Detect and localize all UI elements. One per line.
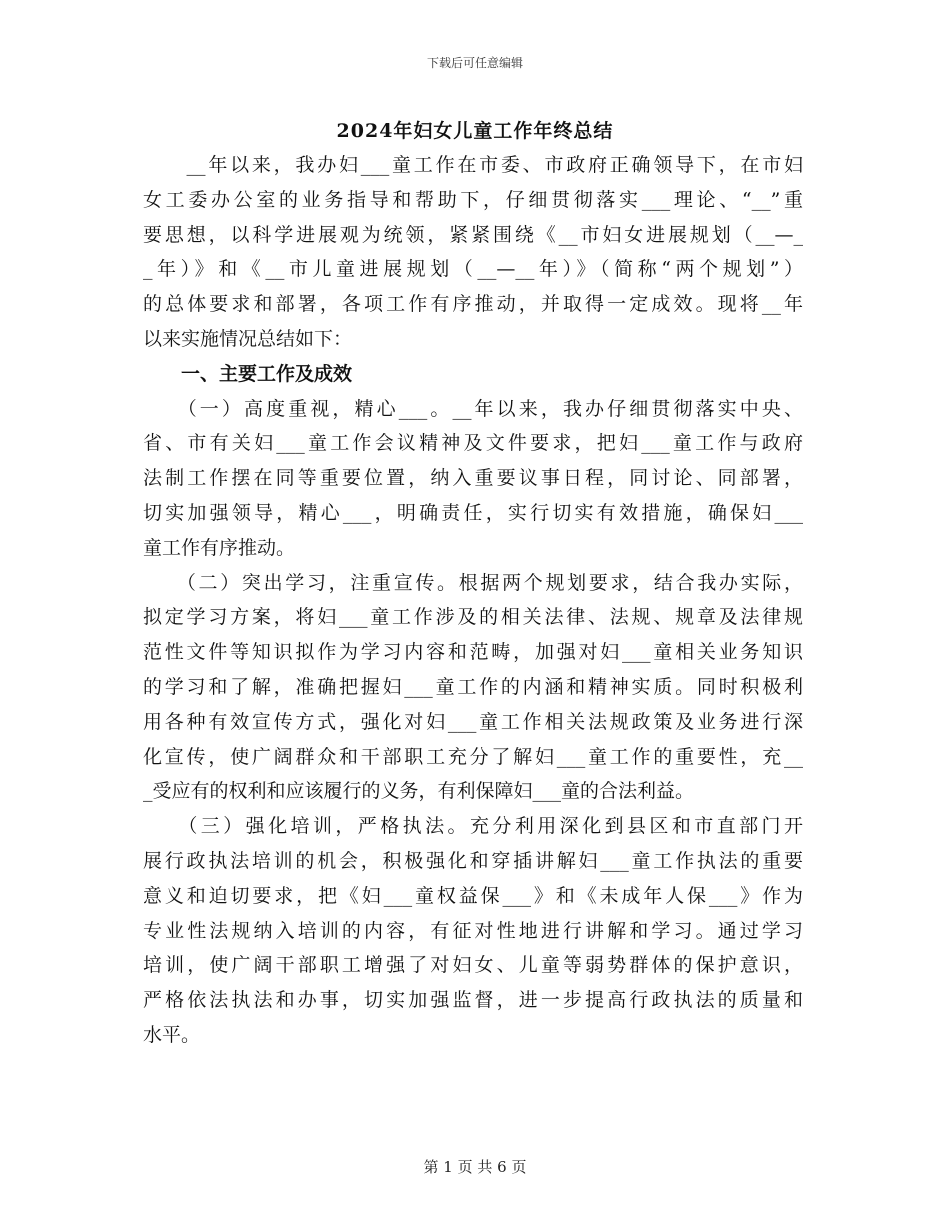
text-line: 展行政执法培训的机会，积极强化和穿插讲解妇___童工作执法的重要 — [143, 849, 803, 872]
text-line: 切实加强领导，精心___，明确责任，实行切实有效措施，确保妇___ — [143, 501, 803, 524]
text-line: 用各种有效宣传方式，强化对妇___童工作相关法规政策及业务进行深 — [143, 710, 803, 733]
text-line: 法制工作摆在同等重要位置，纳入重要议事日程，同讨论、同部署， — [143, 467, 803, 490]
section-heading: 一、主要工作及成效 — [143, 362, 353, 385]
text-line: __年以来，我办妇___童工作在市委、市政府正确领导下，在市妇 — [143, 154, 803, 176]
text-line: 的总体要求和部署，各项工作有序推动，并取得一定成效。现将__年 — [143, 293, 803, 316]
text-line: 拟定学习方案，将妇___童工作涉及的相关法律、法规、规章及法律规 — [143, 606, 803, 629]
text-line: （二）突出学习，注重宣传。根据两个规划要求，结合我办实际， — [143, 571, 803, 594]
text-line: 水平。 — [143, 1023, 201, 1046]
text-line: （三）强化培训，严格执法。充分利用深化到县区和市直部门开 — [143, 815, 803, 838]
text-line: 范性文件等知识拟作为学习内容和范畴，加强对妇___童相关业务知识 — [143, 641, 803, 664]
text-line: 化宣传，使广阔群众和干部职工充分了解妇___童工作的重要性，充__ — [143, 745, 803, 768]
text-line: （一）高度重视，精心___。__年以来，我办仔细贯彻落实中央、 — [143, 397, 803, 420]
text-line: 童工作有序推动。 — [143, 536, 296, 559]
text-line: 女工委办公室的业务指导和帮助下，仔细贯彻落实___理论、“__”重 — [143, 188, 803, 211]
download-note: 下载后可任意编辑 — [426, 56, 523, 70]
text-line: 专业性法规纳入培训的内容，有征对性地进行讲解和学习。通过学习 — [143, 919, 803, 942]
text-line: 严格依法执法和办事，切实加强监督，进一步提高行政执法的质量和 — [143, 989, 803, 1012]
text-line: _年）》和《__市儿童进展规划（__—__年）》（简称“两个规划”） — [143, 258, 803, 281]
document-title: 2024年妇女儿童工作年终总结 — [336, 120, 614, 142]
page-number: 第 1 页 共 6 页 — [423, 1158, 527, 1176]
text-line: 省、市有关妇___童工作会议精神及文件要求，把妇___童工作与政府 — [143, 432, 803, 455]
text-line: 意义和迫切要求，把《妇___童权益保___》和《未成年人保___》作为 — [143, 884, 803, 907]
text-line: 培训，使广阔干部职工增强了对妇女、儿童等弱势群体的保护意识， — [143, 954, 803, 977]
text-line: 要思想，以科学进展观为统领，紧紧围绕《__市妇女进展规划（__—_ — [143, 223, 803, 246]
text-line: 以来实施情况总结如下： — [143, 327, 353, 350]
text-line: _受应有的权利和应该履行的义务，有利保障妇___童的合法利益。 — [143, 780, 695, 803]
document-body — [143, 148, 803, 1053]
text-line: 的学习和了解，准确把握妇___童工作的内涵和精神实质。同时积极利 — [143, 675, 803, 698]
